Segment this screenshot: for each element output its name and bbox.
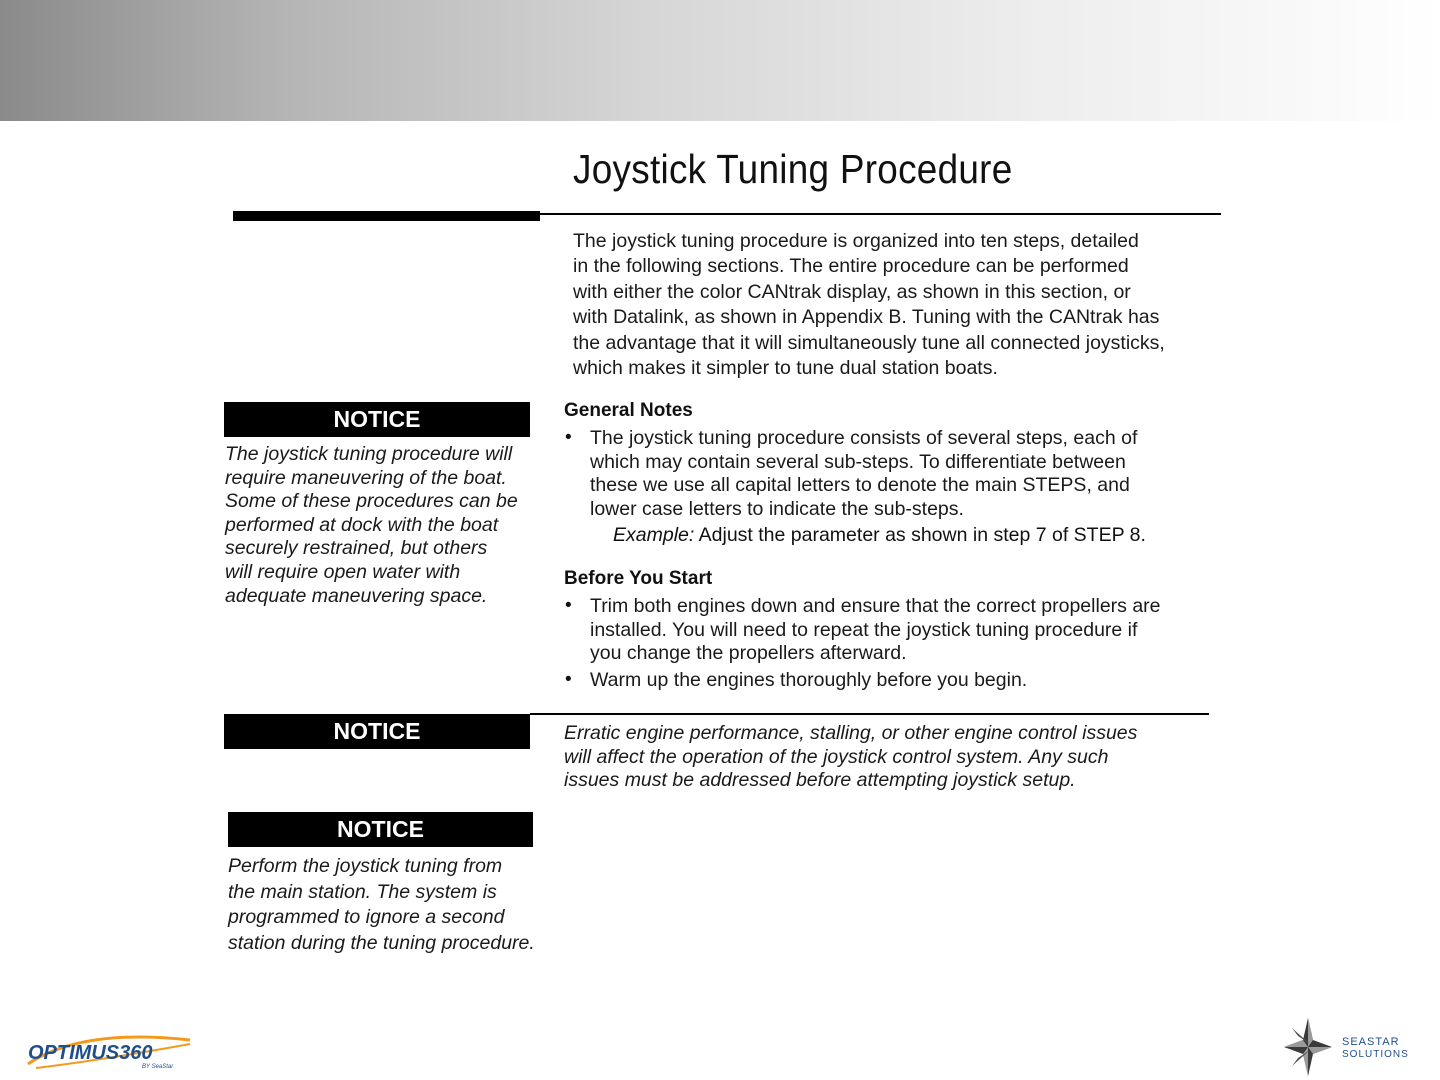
solutions-logo-text: SOLUTIONS bbox=[1342, 1049, 1409, 1060]
intro-line: with Datalink, as shown in Appendix B. Tuning with the CANtrak has bbox=[573, 306, 1160, 329]
intro-line: the advantage that it will simultaneously tune all connected joysticks, bbox=[573, 331, 1165, 354]
bullet-icon: • bbox=[565, 427, 572, 448]
optimus360-logo bbox=[22, 1030, 197, 1074]
notice-line: issues must be addressed before attempting joystick setup. bbox=[564, 769, 1076, 791]
header-gradient-bar bbox=[0, 0, 1440, 121]
bullet-line: you change the propellers afterward. bbox=[590, 642, 907, 664]
notice-line: securely restrained, but others bbox=[225, 537, 488, 560]
bullet-line: Trim both engines down and ensure that the correct propellers are bbox=[590, 595, 1161, 617]
general-notes-bullet bbox=[590, 427, 1137, 521]
seastar-solutions-logo bbox=[1280, 1014, 1440, 1080]
intro-line: which makes it simpler to tune dual station boats. bbox=[573, 357, 998, 380]
bullet-icon: • bbox=[565, 669, 572, 690]
bullet-icon: • bbox=[565, 595, 572, 616]
optimus-logo-sub: BY SeaStar bbox=[142, 1064, 174, 1070]
before-you-start-heading: Before You Start bbox=[564, 568, 713, 589]
before-start-bullet-1 bbox=[590, 595, 1161, 666]
example-line bbox=[613, 524, 1146, 547]
notice-line: the main station. The system is bbox=[228, 880, 497, 903]
bullet-line: The joystick tuning procedure consists of several steps, each of bbox=[590, 427, 1138, 449]
notice-label: NOTICE bbox=[224, 714, 530, 749]
example-label: Example: bbox=[613, 524, 695, 546]
notice-line: station during the tuning procedure. bbox=[228, 931, 535, 954]
bullet-line: these we use all capital letters to denote the main STEPS, and bbox=[590, 474, 1130, 496]
notice-line: The joystick tuning procedure will bbox=[225, 443, 513, 465]
intro-line: The joystick tuning procedure is organized into ten steps, detailed bbox=[573, 230, 1139, 252]
optimus-logo-text: OPTIMUS360 bbox=[28, 1042, 153, 1064]
title-rule-thin bbox=[540, 213, 1221, 215]
notice-line: require maneuvering of the boat. bbox=[225, 466, 507, 489]
seastar-logo-text: SEASTAR bbox=[1342, 1036, 1400, 1048]
notice-line: will require open water with bbox=[225, 560, 461, 583]
notice-line: programmed to ignore a second bbox=[228, 906, 505, 929]
notice-line: adequate maneuvering space. bbox=[225, 584, 488, 607]
notice-label: NOTICE bbox=[224, 402, 530, 437]
compass-star-icon bbox=[1284, 1018, 1332, 1076]
general-notes-heading: General Notes bbox=[564, 400, 693, 421]
notice-line: Erratic engine performance, stalling, or other engine control issues bbox=[564, 722, 1138, 744]
intro-paragraph bbox=[573, 229, 1233, 381]
before-start-bullet-2 bbox=[590, 669, 1027, 693]
page-title: Joystick Tuning Procedure bbox=[573, 146, 1013, 192]
notice-line: Some of these procedures can be bbox=[225, 490, 518, 513]
title-rule-thick bbox=[233, 211, 540, 221]
example-text: Adjust the parameter as shown in step 7 of STEP 8. bbox=[694, 524, 1146, 546]
notice-text bbox=[225, 443, 518, 608]
notice-line: Perform the joystick tuning from bbox=[228, 855, 503, 877]
intro-line: with either the color CANtrak display, as shown in this section, or bbox=[573, 280, 1131, 303]
notice-rule bbox=[530, 713, 1209, 715]
bullet-line: which may contain several sub-steps. To differentiate between bbox=[590, 450, 1126, 473]
notice-line: will affect the operation of the joystick control system. Any such bbox=[564, 745, 1109, 768]
notice-text bbox=[228, 854, 535, 956]
notice-text bbox=[564, 722, 1137, 793]
notice-line: performed at dock with the boat bbox=[225, 513, 499, 536]
intro-line: in the following sections. The entire procedure can be performed bbox=[573, 255, 1129, 278]
notice-label: NOTICE bbox=[228, 812, 533, 847]
bullet-line: Warm up the engines thoroughly before you begin. bbox=[590, 669, 1028, 691]
bullet-line: lower case letters to indicate the sub-steps. bbox=[590, 497, 964, 520]
bullet-line: installed. You will need to repeat the joystick tuning procedure if bbox=[590, 618, 1138, 641]
